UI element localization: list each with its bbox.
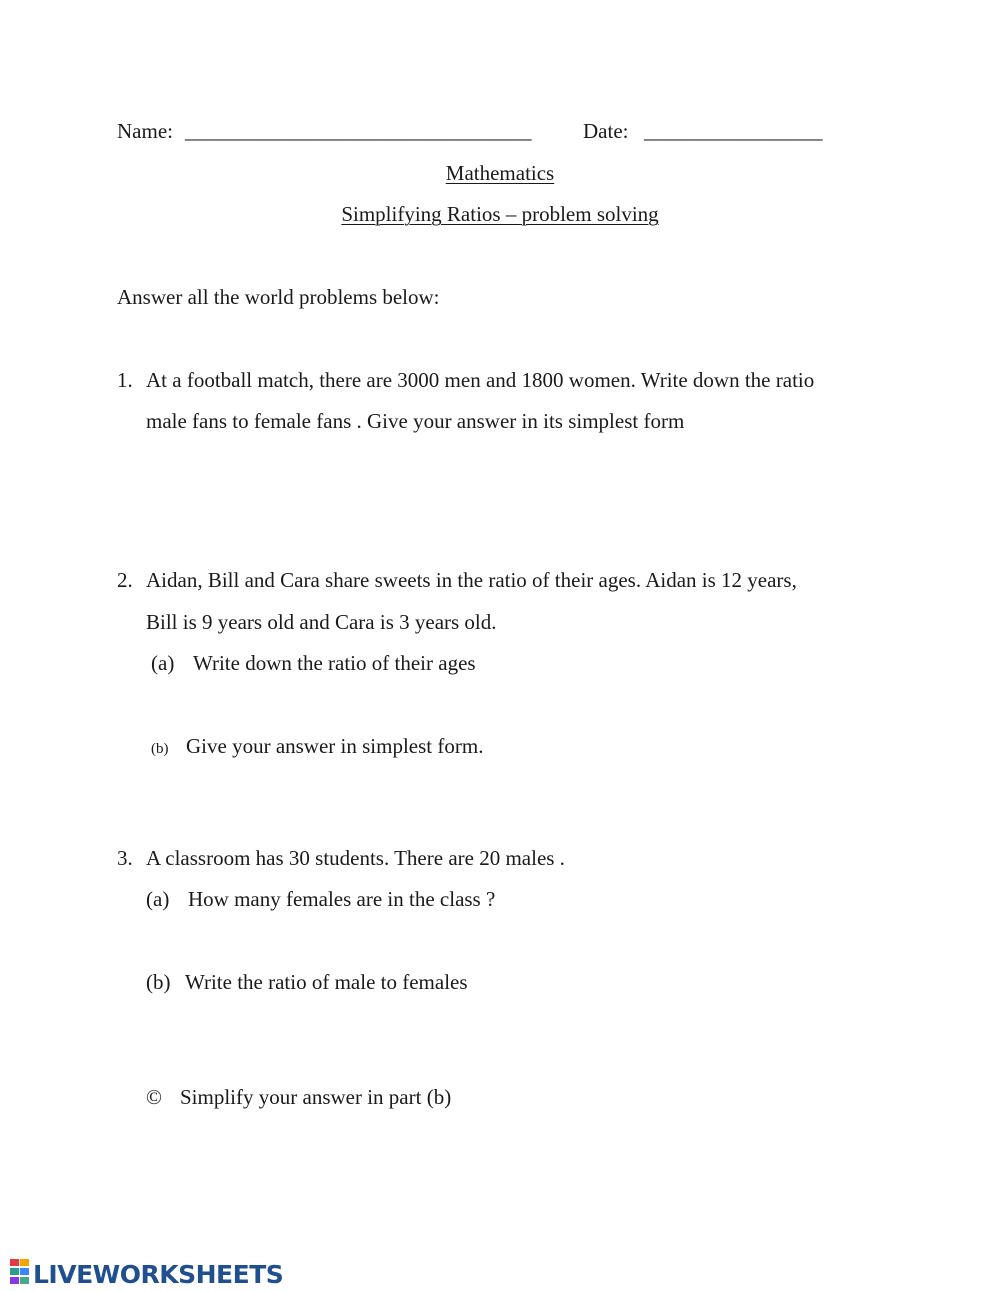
name-blank[interactable]: _________________________________ bbox=[185, 119, 532, 143]
name-label: Name: bbox=[117, 119, 173, 143]
question-1-number: 1. bbox=[117, 368, 133, 392]
date-label: Date: bbox=[583, 119, 629, 143]
question-2a-text: Write down the ratio of their ages bbox=[193, 651, 476, 675]
liveworksheets-logo-icon bbox=[10, 1259, 30, 1290]
question-3a-text: How many females are in the class ? bbox=[188, 887, 496, 911]
question-2-line-1: Aidan, Bill and Cara share sweets in the ratio of their ages. Aidan is 12 years, bbox=[146, 568, 797, 592]
subject-heading: Mathematics bbox=[445, 161, 555, 185]
question-3b-label: (b) bbox=[146, 970, 171, 994]
question-3c-text: Simplify your answer in part (b) bbox=[180, 1085, 452, 1109]
question-3-number: 3. bbox=[117, 846, 133, 870]
question-2b-label: (b) bbox=[151, 741, 169, 757]
question-3c-label: © bbox=[146, 1085, 162, 1109]
question-1-line-2: male fans to female fans . Give your answer in its simplest form bbox=[146, 409, 685, 433]
question-1-line-1: At a football match, there are 3000 men and 1800 women. Write down the ratio bbox=[146, 368, 815, 392]
question-2-number: 2. bbox=[117, 568, 133, 592]
worksheet-title: Simplifying Ratios – problem solving bbox=[341, 202, 659, 226]
instruction-text: Answer all the world problems below: bbox=[117, 285, 440, 309]
liveworksheets-brand[interactable] bbox=[10, 1258, 283, 1290]
question-2b-text: Give your answer in simplest form. bbox=[186, 734, 484, 758]
question-3b-text: Write the ratio of male to females bbox=[185, 970, 468, 994]
date-blank[interactable]: _________________ bbox=[644, 119, 823, 143]
question-3-line-1: A classroom has 30 students. There are 20 males . bbox=[146, 846, 565, 870]
liveworksheets-wordmark: LIVEWORKSHEETS bbox=[33, 1259, 284, 1289]
question-2a-label: (a) bbox=[151, 651, 175, 675]
question-3a-label: (a) bbox=[146, 887, 170, 911]
question-2-line-2: Bill is 9 years old and Cara is 3 years old. bbox=[146, 610, 497, 634]
